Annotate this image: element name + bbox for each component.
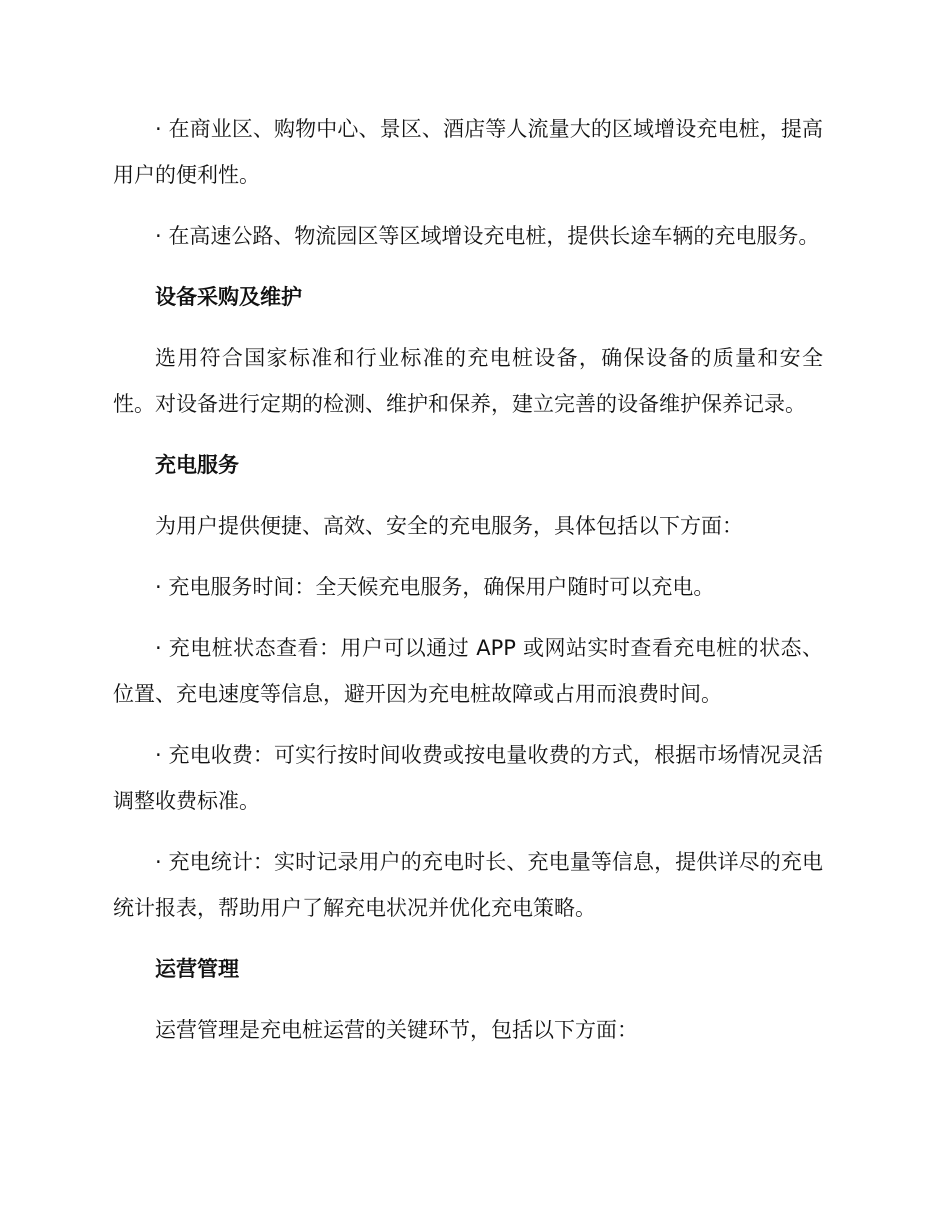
section-heading-equipment: 设备采购及维护 (155, 285, 302, 309)
paragraph-service-intro: 为用户提供便捷、高效、安全的充电服务，具体包括以下方面： (155, 514, 743, 538)
bullet-paragraph-charging-stats: · 充电统计：实时记录用户的充电时长、充电量等信息，提供详尽的充电统计报表，帮助用户了解充电状况并优化充电策略。 (113, 850, 823, 920)
bullet-paragraph-highway: · 在高速公路、物流园区等区域增设充电桩，提供长途车辆的充电服务。 (155, 224, 820, 248)
bullet-paragraph-commercial: · 在商业区、购物中心、景区、酒店等人流量大的区域增设充电桩，提高用户的便利性。 (113, 117, 823, 187)
section-heading-operations: 运营管理 (155, 957, 239, 981)
bullet-paragraph-status-check: · 充电桩状态查看：用户可以通过 APP 或网站实时查看充电桩的状态、位置、充电速度等信息，避开因为充电桩故障或占用而浪费时间。 (113, 636, 823, 706)
bullet-paragraph-charging-fee: · 充电收费：可实行按时间收费或按电量收费的方式，根据市场情况灵活调整收费标准。 (113, 743, 823, 813)
section-heading-charging-service: 充电服务 (155, 453, 239, 477)
paragraph-operations-intro: 运营管理是充电桩运营的关键环节，包括以下方面： (155, 1018, 638, 1042)
bullet-paragraph-service-time: · 充电服务时间：全天候充电服务，确保用户随时可以充电。 (155, 575, 715, 599)
paragraph-equipment: 选用符合国家标准和行业标准的充电桩设备，确保设备的质量和安全性。对设备进行定期的检测、维护和保养，建立完善的设备维护保养记录。 (113, 346, 823, 416)
document-page (113, 106, 823, 1068)
